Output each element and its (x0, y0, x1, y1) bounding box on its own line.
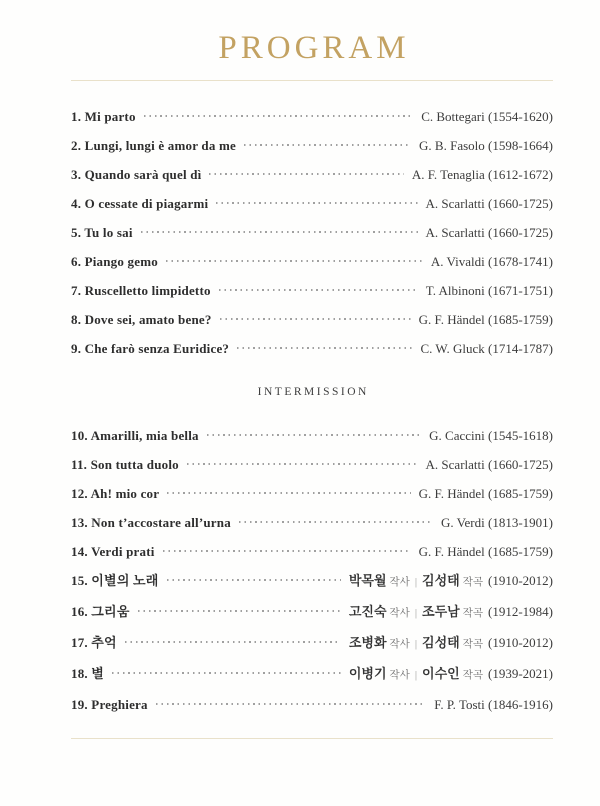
dotted-leader (239, 521, 433, 523)
intermission-label: INTERMISSION (257, 386, 369, 398)
dotted-leader (141, 231, 418, 233)
composer-credit (349, 573, 553, 590)
piece-title: 4. O cessate di piagarmi (71, 196, 209, 211)
lyricist-role: 작사 (389, 639, 410, 650)
program-item (71, 109, 553, 124)
credit-separator: | (414, 669, 418, 681)
composer-credit: F. P. Tosti (1846-1916) (434, 697, 553, 712)
composer-name: 조두남 (422, 604, 460, 619)
piece-title: 10. Amarilli, mia bella (71, 428, 199, 443)
program-item (71, 457, 553, 472)
composer-dates: (1939-2021) (488, 666, 553, 681)
composer-credit: A. Scarlatti (1660-1725) (425, 457, 553, 472)
composer-dates: (1910-2012) (488, 635, 553, 650)
composer-role: 작곡 (462, 639, 483, 650)
lyricist-name: 조병화 (348, 635, 387, 650)
program-item (71, 486, 553, 501)
program-item (71, 196, 553, 211)
composer-credit (349, 666, 553, 683)
piece-title: 5. Tu lo sai (71, 225, 133, 240)
lyricist-role: 작사 (389, 577, 410, 588)
piece-title: 16. 그리움 (71, 604, 130, 619)
lyricist-name: 고진숙 (348, 604, 387, 619)
program-item (71, 604, 553, 621)
piece-title: 17. 추억 (71, 635, 117, 650)
program-item (71, 167, 553, 182)
lyricist-role: 작사 (389, 670, 410, 681)
composer-credit: C. Bottegari (1554-1620) (421, 109, 553, 124)
composer-credit: G. Verdi (1813-1901) (440, 515, 553, 530)
piece-title: 2. Lungi, lungi è amor da me (71, 138, 236, 153)
piece-title: 7. Ruscelletto limpidetto (71, 283, 211, 298)
dotted-leader (237, 347, 412, 349)
dotted-leader (244, 144, 411, 146)
piece-title: 6. Piango gemo (71, 254, 158, 269)
piece-title: 19. Preghiera (71, 697, 148, 712)
program-item (71, 341, 553, 356)
dotted-leader (138, 610, 341, 612)
credit-separator: | (414, 607, 418, 619)
dotted-leader (220, 318, 411, 320)
composer-credit: G. F. Händel (1685-1759) (418, 544, 553, 559)
composer-role: 작곡 (462, 670, 483, 681)
bottom-divider (71, 738, 553, 739)
program-item (71, 666, 553, 683)
composer-credit (349, 635, 553, 652)
composer-credit: C. W. Gluck (1714-1787) (420, 341, 553, 356)
piece-title: 12. Ah! mio cor (71, 486, 160, 501)
composer-name: 김성태 (422, 635, 460, 650)
composer-credit: A. Vivaldi (1678-1741) (430, 254, 553, 269)
dotted-leader (216, 202, 417, 204)
program-item (71, 544, 553, 559)
piece-title: 11. Son tutta duolo (71, 457, 179, 472)
program-item (71, 515, 553, 530)
piece-title: 3. Quando sarà quel dì (71, 167, 202, 182)
dotted-leader (156, 703, 426, 705)
piece-title: 9. Che farò senza Euridice? (71, 341, 230, 356)
composer-credit: G. B. Fasolo (1598-1664) (419, 138, 553, 153)
composer-credit: G. F. Händel (1685-1759) (418, 486, 553, 501)
program-item (71, 138, 553, 153)
program-item (71, 697, 553, 712)
composer-dates: (1912-1984) (488, 604, 553, 619)
piece-title: 18. 별 (71, 666, 105, 681)
dotted-leader (219, 289, 418, 291)
dotted-leader (144, 115, 414, 117)
program-item (71, 573, 553, 590)
dotted-leader (187, 463, 418, 465)
credit-separator: | (414, 576, 418, 588)
piece-title: 14. Verdi prati (71, 544, 155, 559)
composer-credit: A. Scarlatti (1660-1725) (425, 225, 553, 240)
composer-credit: A. Scarlatti (1660-1725) (425, 196, 553, 211)
composer-role: 작곡 (462, 577, 483, 588)
program-item (71, 225, 553, 240)
composer-role: 작곡 (462, 608, 483, 619)
piece-title: 15. 이별의 노래 (71, 573, 159, 588)
page-title: PROGRAM (218, 30, 410, 66)
composer-credit: T. Albinoni (1671-1751) (425, 283, 553, 298)
dotted-leader (125, 641, 341, 643)
piece-title: 8. Dove sei, amato bene? (71, 312, 212, 327)
composer-credit: A. F. Tenaglia (1612-1672) (411, 167, 553, 182)
lyricist-name: 이병기 (348, 666, 387, 681)
credit-separator: | (414, 638, 418, 650)
dotted-leader (167, 579, 341, 581)
dotted-leader (163, 550, 411, 552)
lyricist-role: 작사 (389, 608, 410, 619)
top-divider (71, 80, 553, 81)
composer-dates: (1910-2012) (488, 573, 553, 588)
composer-name: 김성태 (422, 573, 460, 588)
program-item (71, 312, 553, 327)
composer-credit: G. F. Händel (1685-1759) (418, 312, 553, 327)
program-list-first-half (71, 109, 553, 356)
piece-title: 1. Mi parto (71, 109, 136, 124)
program-item (71, 428, 553, 443)
piece-title: 13. Non t’accostare all’urna (71, 515, 231, 530)
dotted-leader (112, 672, 341, 674)
dotted-leader (167, 492, 410, 494)
composer-name: 이수인 (422, 666, 460, 681)
program-item (71, 635, 553, 652)
dotted-leader (166, 260, 423, 262)
dotted-leader (207, 434, 421, 436)
lyricist-name: 박목월 (348, 573, 387, 588)
composer-credit: G. Caccini (1545-1618) (429, 428, 553, 443)
program-list-second-half (71, 428, 553, 712)
program-item (71, 283, 553, 298)
composer-credit (349, 604, 553, 621)
program-item (71, 254, 553, 269)
dotted-leader (209, 173, 403, 175)
